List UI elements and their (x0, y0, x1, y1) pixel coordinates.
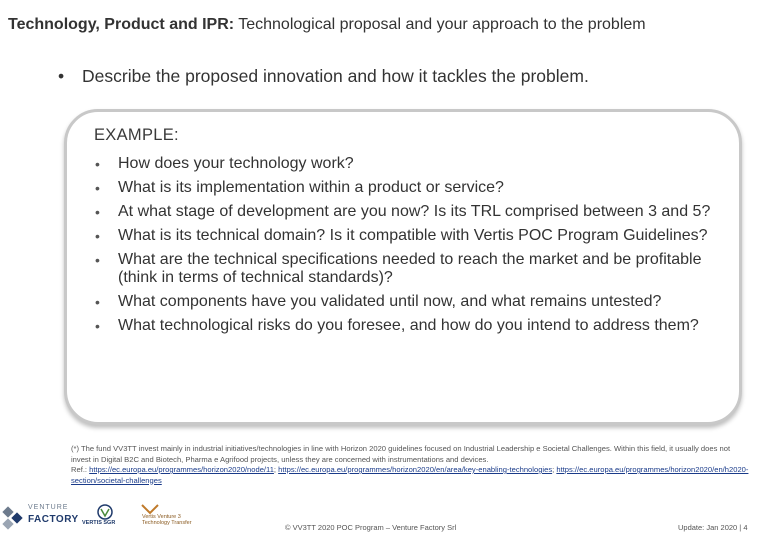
footnote-link-societal[interactable]: https://ec.europa.eu/programmes/horizon2020/en/h2020-section/societal-challenges (71, 465, 749, 485)
vertis-vv3tt-logo-line2: Technology Transfer (142, 520, 192, 526)
question-item (95, 203, 745, 221)
page-title-rest: Technological proposal and your approach to the problem (234, 16, 646, 33)
bullet-icon: • (95, 228, 100, 244)
bullet-icon: • (95, 294, 100, 310)
bullet-icon: • (95, 204, 100, 220)
footnote (71, 444, 751, 486)
intro-bullet-line (58, 66, 589, 87)
question-item (95, 251, 745, 287)
footnote-link-node11[interactable]: https://ec.europa.eu/programmes/horizon2020/node/11 (89, 465, 274, 474)
footnote-separator: ; (552, 465, 557, 474)
page-title-bold: Technology, Product and IPR: (8, 16, 235, 33)
question-list (95, 155, 745, 341)
bullet-icon: • (95, 318, 100, 334)
vertis-sgr-mark-icon (80, 504, 130, 520)
question-item (95, 227, 745, 245)
footnote-link-key-enabling[interactable]: https://ec.europa.eu/programmes/horizon2020/en/area/key-enabling-technologies (278, 465, 553, 474)
vertis-sgr-logo-text: VERTIS SGR (82, 520, 116, 526)
page-title (8, 16, 778, 34)
vertis-vv3tt-logo-text (142, 514, 192, 526)
intro-text: Describe the proposed innovation and how it tackles the problem. (82, 66, 589, 86)
question-item (95, 293, 745, 311)
question-text: What are the technical specifications needed to reach the market and be profitable (think in terms of technical standards)? (118, 251, 702, 286)
vertis-vv3tt-logo (140, 502, 200, 536)
footnote-ref-label: Ref.: (71, 465, 90, 474)
footer-page-info: Update: Jan 2020 | 4 (678, 523, 748, 532)
question-text: What is its technical domain? Is it compatible with Vertis POC Program Guidelines? (118, 227, 708, 244)
bullet-icon: • (95, 252, 100, 268)
question-text: How does your technology work? (118, 155, 354, 172)
vertis-sgr-logo (80, 504, 132, 536)
example-heading: EXAMPLE: (94, 126, 179, 144)
venture-factory-logo (2, 502, 79, 536)
question-text: What is its implementation within a product or service? (118, 179, 504, 196)
question-item (95, 155, 745, 173)
footnote-text: (*) The fund VV3TT invest mainly in industrial initiatives/technologies in line with Horizon 2020 guidelines focused on Industrial Leadership e Societal Challenges. Within this field, it usually does not invest in Digital B2C and Biotech, Pharma e Agrifood projects, unless they are concerned with instrumentations and devices. (71, 444, 731, 464)
partner-logos (0, 498, 210, 540)
venture-factory-mark-icon (2, 502, 26, 532)
footer-copyright: © VV3TT 2020 POC Program – Venture Factory Srl (285, 523, 457, 532)
question-text: At what stage of development are you now? Is its TRL comprised between 3 and 5? (118, 203, 711, 220)
venture-factory-logo-bottom: FACTORY (28, 514, 79, 525)
bullet-icon: • (95, 180, 100, 196)
venture-factory-logo-top: VENTURE (28, 504, 69, 511)
question-item (95, 317, 745, 335)
question-text: What components have you validated until now, and what remains untested? (118, 293, 662, 310)
bullet-icon: • (58, 66, 65, 86)
question-text: What technological risks do you foresee, and how do you intend to address them? (118, 317, 699, 334)
vertis-vv3tt-logo-line1: Vertis Venture 3 (142, 514, 181, 520)
question-item (95, 179, 745, 197)
footnote-separator: ; (273, 465, 279, 474)
bullet-icon: • (95, 156, 100, 172)
